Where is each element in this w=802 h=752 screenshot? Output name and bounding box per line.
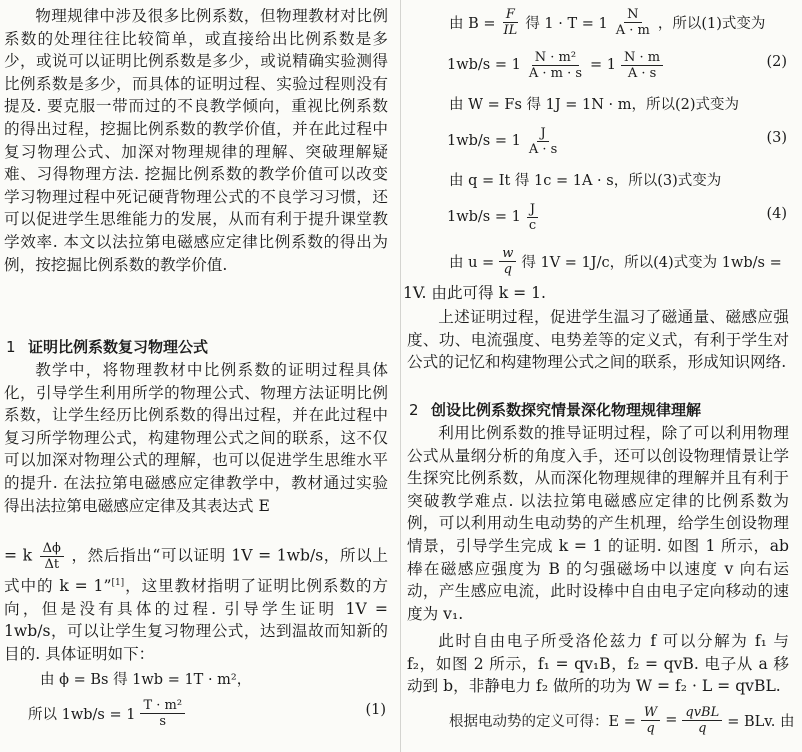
kfrac-text: ，然后指出“可以证明 1V = 1wb/s，所以上式中的 k = 1” — [4, 546, 388, 596]
eq3-tag: (3) — [766, 130, 787, 146]
citation-ref: [1] — [111, 578, 125, 588]
section-2-paragraph-2: 此时自由电子所受洛伦兹力 f 可以分解为 f₁ 与 f₂，如图 2 所示，f₁ = qv₁B，f₂ = qvB. 电子从 a 移动到 b，非静电力 f₂ 做所的功为 W = f₂ · L = qvBL. — [407, 632, 789, 696]
eqE-post: 得 1V = 1J/c，所以(4)式变为 1wb/s = — [521, 254, 782, 271]
equation-E — [403, 700, 801, 740]
eqE-frac — [499, 246, 516, 277]
section-1-paragraph: 教学中，将物理教材中比例系数的证明过程具体化，引导学生利用所学的物理公式、物理方法证明比例系数，让学生经历比例系数的得出过程，并在此过程中复习所学物理公式，构建物理公式之间的联系，这不仅可以加深对物理公式的理解，也可以促进学生思维水平的提升. 在法拉第电磁感应定律教学中，教材通过实验得出法拉第电磁感应定律及其表达式 E — [4, 361, 388, 515]
eq4-num: J — [527, 202, 538, 218]
eqD-text: 由 q = It 得 1c = 1A · s，所以(3)式变为 — [449, 172, 722, 189]
right-column — [403, 0, 801, 740]
eqB-pre: 由 B = — [449, 15, 496, 32]
equation-q — [403, 164, 801, 194]
section-1-heading — [0, 335, 400, 359]
eqE-num: w — [499, 246, 516, 262]
equation-u — [403, 240, 801, 282]
section-2-heading — [403, 398, 801, 422]
dphi: Δϕ — [40, 541, 64, 557]
eq3-den: A · s — [528, 141, 558, 157]
eqB-num2: N — [624, 7, 641, 23]
eqB-den1: IL — [503, 22, 518, 38]
equation-3 — [403, 118, 801, 164]
eq3-frac — [526, 126, 560, 157]
eq1-num: T · m² — [140, 698, 185, 714]
equation-phi — [0, 663, 400, 693]
kfrac-prefix: = k — [4, 546, 33, 565]
equation-1 — [0, 693, 400, 733]
eqF-den2: q — [698, 720, 707, 736]
eq4-tag: (4) — [766, 206, 787, 222]
eqF-frac2 — [682, 705, 722, 736]
eq2-mid: = 1 — [590, 57, 617, 73]
section-2-title: 创设比例系数探究情景深化物理规律理解 — [431, 401, 702, 419]
eq1-den: s — [159, 713, 167, 729]
section-1-title: 证明比例系数复习物理公式 — [28, 338, 209, 356]
eq4-den: c — [528, 217, 537, 233]
kfrac-text-tail: ，这里教材指明了证明比例系数的方向，但是没有具体的过程. 引导学生证明 1V = 1wb/s，可以让学生复习物理公式，达到温故而知新的目的. 具体证明如下： — [4, 577, 388, 663]
eqB-post: ，所以(1)式变为 — [657, 15, 766, 32]
eq4-pre: 1wb/s = 1 — [447, 209, 521, 225]
eqF-den1: q — [646, 720, 655, 736]
eqF-num1: W — [641, 705, 660, 721]
eqE-den: q — [503, 261, 512, 277]
eq2-num2: N · m — [621, 50, 663, 66]
eqF-num2: qvBL — [682, 705, 722, 721]
eqB-frac2 — [613, 7, 653, 38]
eqB-mid: 得 1 · T = 1 — [525, 15, 608, 32]
section-1-number: 1 — [6, 338, 16, 356]
eqB-num1: F — [503, 7, 518, 23]
eqC-text: 由 W = Fs 得 1J = 1N · m，所以(2)式变为 — [449, 96, 740, 113]
summary-paragraph: 上述证明过程，促进学生温习了磁通量、磁感应强度、功、电流强度、电势差等的定义式，有利于学生对公式的记忆和构建物理公式之间的联系，形成知识网络. — [407, 308, 789, 372]
eq2-frac2 — [621, 50, 663, 81]
intro-paragraph: 物理规律中涉及很多比例系数，但物理教材对比例系数的处理往往比较简单，或直接给出比例系数是多少，或说可以证明比例系数是多少，或说精确实验测得比例系数是多少，而具体的证明过程、实验过程则没有提及. 要克服一带而过的不良教学倾向，重视比例系数的得出过程，挖掘比例系数的教学价值，并在此过程中复习物理公式、加深对物理规律的理解、突破理解疑难、习得物理方法. 挖掘比例系数的教学价值可以改变学习物理过程中死记硬背物理公式的不良学习习惯，还可以促进学生思维能力的发展，从而有利于提升课堂教学效率. 本文以法拉第电磁感应定律比例系数的得出为例，按挖掘比例系数的教学价值. — [4, 7, 388, 274]
eq3-num: J — [537, 126, 548, 142]
equation-B — [403, 2, 801, 42]
eq3-pre: 1wb/s = 1 — [447, 133, 521, 149]
eq2-frac1 — [526, 50, 585, 81]
equation-u-continued: 1V. 由此可得 k = 1. — [403, 284, 547, 302]
equation-4 — [403, 194, 801, 240]
eq2-den1: A · m · s — [528, 65, 583, 81]
eq2-num1: N · m² — [532, 50, 579, 66]
eqF-mid: = — [665, 712, 678, 728]
eq2-pre: 1wb/s = 1 — [447, 57, 521, 73]
section-1-paragraph-continued — [0, 541, 400, 663]
eqB-frac1 — [501, 7, 521, 38]
equation-phi-text: 由 ϕ = Bs 得 1wb = 1T · m²， — [40, 671, 252, 688]
left-column — [0, 0, 400, 733]
eq1-pre: 所以 1wb/s = 1 — [28, 706, 136, 723]
eq4-frac — [526, 202, 539, 233]
eqE-pre: 由 u = — [449, 254, 495, 271]
equation-2 — [403, 42, 801, 88]
column-divider — [400, 0, 401, 752]
eq1-frac — [140, 698, 185, 729]
eq2-tag: (2) — [766, 54, 787, 70]
section-2-paragraph: 利用比例系数的推导证明过程，除了可以利用物理公式从量纲分析的角度入手，还可以创设物理情景让学生探究比例系数，从而深化物理规律的理解并且有利于突破教学难点. 以法拉第电磁感应定律的比例系数为例，可以利用动生电动势的产生机理，给学生创设物理情景，引导学生完成 k = 1 的证明. 如图 1 所示，ab 棒在磁感应强度为 B 的匀强磁场中以速度 v 向右运动，产生感应电流，此时设棒中自由电子定向移动的速度为 v₁. — [407, 424, 789, 623]
eqF-pre: 根据电动势的定义可得：E = — [449, 713, 636, 730]
dt: Δt — [44, 557, 60, 572]
eq1-tag: (1) — [365, 702, 386, 718]
dphi-dt-fraction — [40, 541, 64, 572]
equation-W — [403, 88, 801, 118]
section-2-number: 2 — [409, 401, 419, 419]
eqF-frac1 — [641, 705, 660, 736]
eqF-post: = BLv. 由 — [727, 713, 795, 730]
eqB-den2: A · m — [615, 22, 650, 38]
eq2-den2: A · s — [627, 65, 657, 81]
